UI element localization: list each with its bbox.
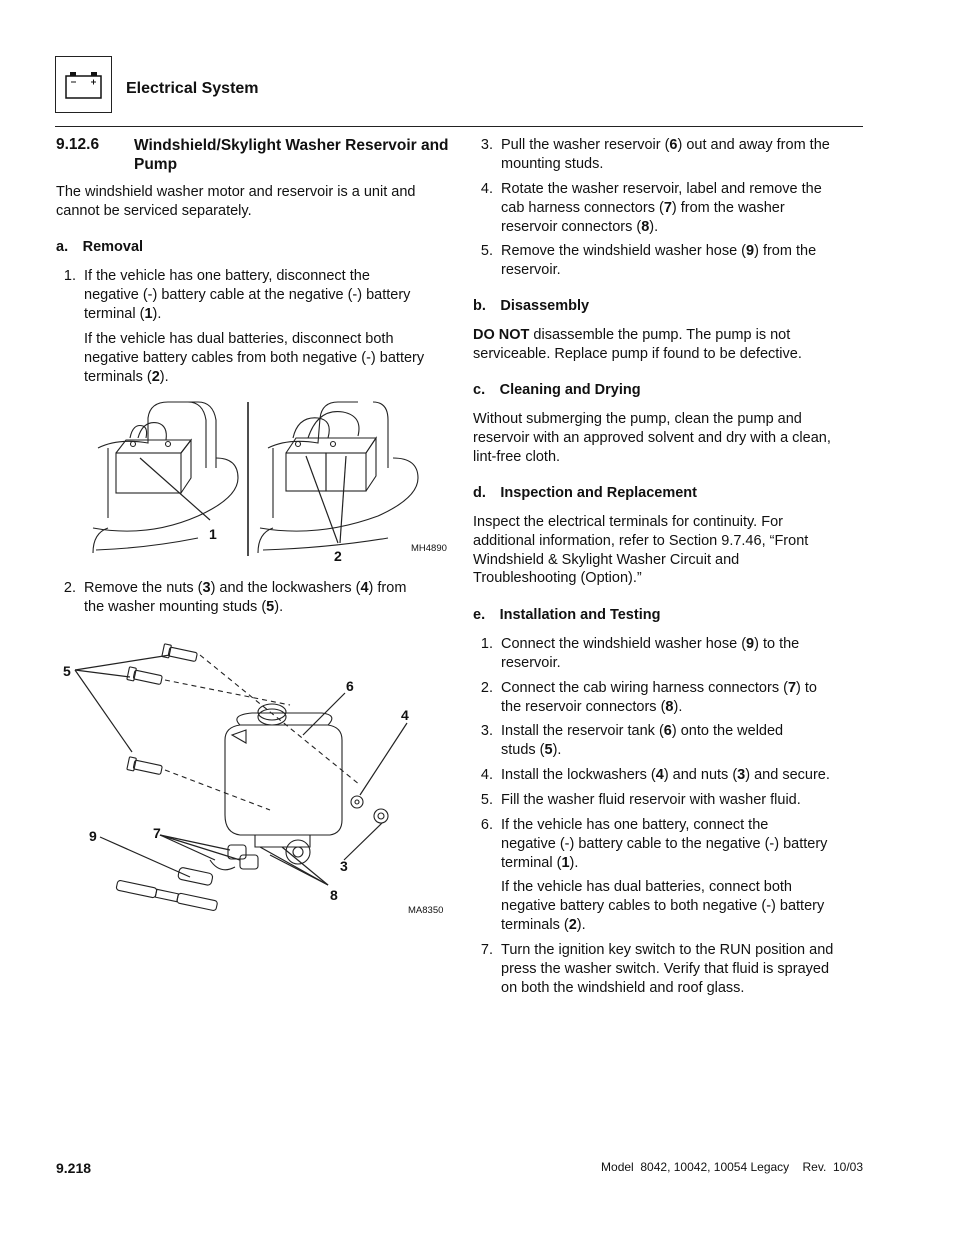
figure-code: MH4890 [411,543,447,554]
cleaning-text: Without submerging the pump, clean the pump and reservoir with an approved solvent and dry with a clean, lint-free cloth. [473,411,831,465]
step-number: 1. [63,268,76,284]
page-number: 9.218 [56,1160,92,1176]
install-step-7: 7. Turn the ignition key switch to the RUN position and press the washer switch. Verify that fluid is sprayed on both the windshield and roof glass. [473,941,863,997]
step-number: 4. [480,767,493,783]
install-step-2: 2. Connect the cab wiring harness connectors (7) to the reservoir connectors (8). [473,679,863,717]
callout-6: 6 [346,678,354,694]
callout-8: 8 [330,887,338,903]
battery-icon [56,57,111,112]
install-step-5: 5. Fill the washer fluid reservoir with washer fluid. [473,791,863,810]
install-step-3: 3. Install the reservoir tank (6) onto the welded studs (5). [473,722,863,760]
step-number: 2. [480,680,493,696]
callout-7: 7 [153,825,161,841]
battery-icon-box [55,56,112,113]
cleaning-heading: c. Cleaning and Drying [473,382,641,398]
removal-step-4: 4. Rotate the washer reservoir, label and remove the cab harness connectors (7) from the washer reservoir connectors (8). [473,180,863,236]
battery-figure [88,398,450,568]
install-step-1: 1. Connect the windshield washer hose (9) to the reservoir. [473,635,863,673]
battery-illustration [88,398,450,568]
step-number: 5. [480,792,493,808]
inspection-text: Inspect the electrical terminals for continuity. For additional information, refer to Section 9.7.46, “Front Windshield & Skylight Washer Circuit and Troubleshooting (Option).” [473,514,809,587]
step-number: 4. [480,181,493,197]
step-number: 7. [480,942,493,958]
reservoir-figure [60,635,450,920]
step-number: 5. [480,243,493,259]
removal-step-2: 2. Remove the nuts (3) and the lockwashers (4) from the washer mounting studs (5). [56,579,456,617]
callout-9: 9 [89,828,97,844]
callout-3: 3 [340,858,348,874]
chapter-title: Electrical System [126,80,259,97]
removal-heading: a. Removal [56,239,144,255]
step-number: 3. [480,723,493,739]
section-intro: The windshield washer motor and reservoir is a unit and cannot be serviced separately. [56,184,416,219]
removal-step-3: 3. Pull the washer reservoir (6) out and away from the mounting studs. [473,136,863,174]
figure-code: MA8350 [408,905,444,916]
disassembly-text: DO NOT disassemble the pump. The pump is not serviceable. Replace pump if found to be defective. [473,327,802,362]
callout-1: 1 [209,526,217,542]
callout-4: 4 [401,707,409,723]
step-number: 2. [63,580,76,596]
removal-step-5: 5. Remove the windshield washer hose (9) from the reservoir. [473,242,863,280]
header-rule [55,126,863,127]
removal-step-1: 1. If the vehicle has one battery, disconnect the negative (-) battery cable at the negative (-) battery terminal (1). If the vehicle has dual batteries, disconnect both negative battery cables from both negative (-) battery terminals (2). [56,267,456,387]
model-revision: Model 8042, 10042, 10054 Legacy Rev. 10/03 [601,1160,863,1174]
disassembly-heading: b. Disassembly [473,298,590,314]
install-step-4: 4. Install the lockwashers (4) and nuts (3) and secure. [473,766,863,785]
step-number: 3. [480,137,493,153]
section-number: 9.12.6 [56,136,100,153]
section-title: Windshield/Skylight Washer Reservoir and Pump [134,137,449,173]
inspection-heading: d. Inspection and Replacement [473,485,697,501]
reservoir-illustration [60,635,450,920]
callout-2: 2 [334,548,342,564]
install-heading: e. Installation and Testing [473,607,661,623]
callout-5: 5 [63,663,71,679]
install-step-6: 6. If the vehicle has one battery, connect the negative (-) battery cable to the negative (-) battery terminal (1). If the vehicle has dual batteries, connect both negative battery cables to both negative (-) battery terminals (2). [473,816,863,935]
step-number: 6. [480,817,493,833]
step-number: 1. [480,636,493,652]
